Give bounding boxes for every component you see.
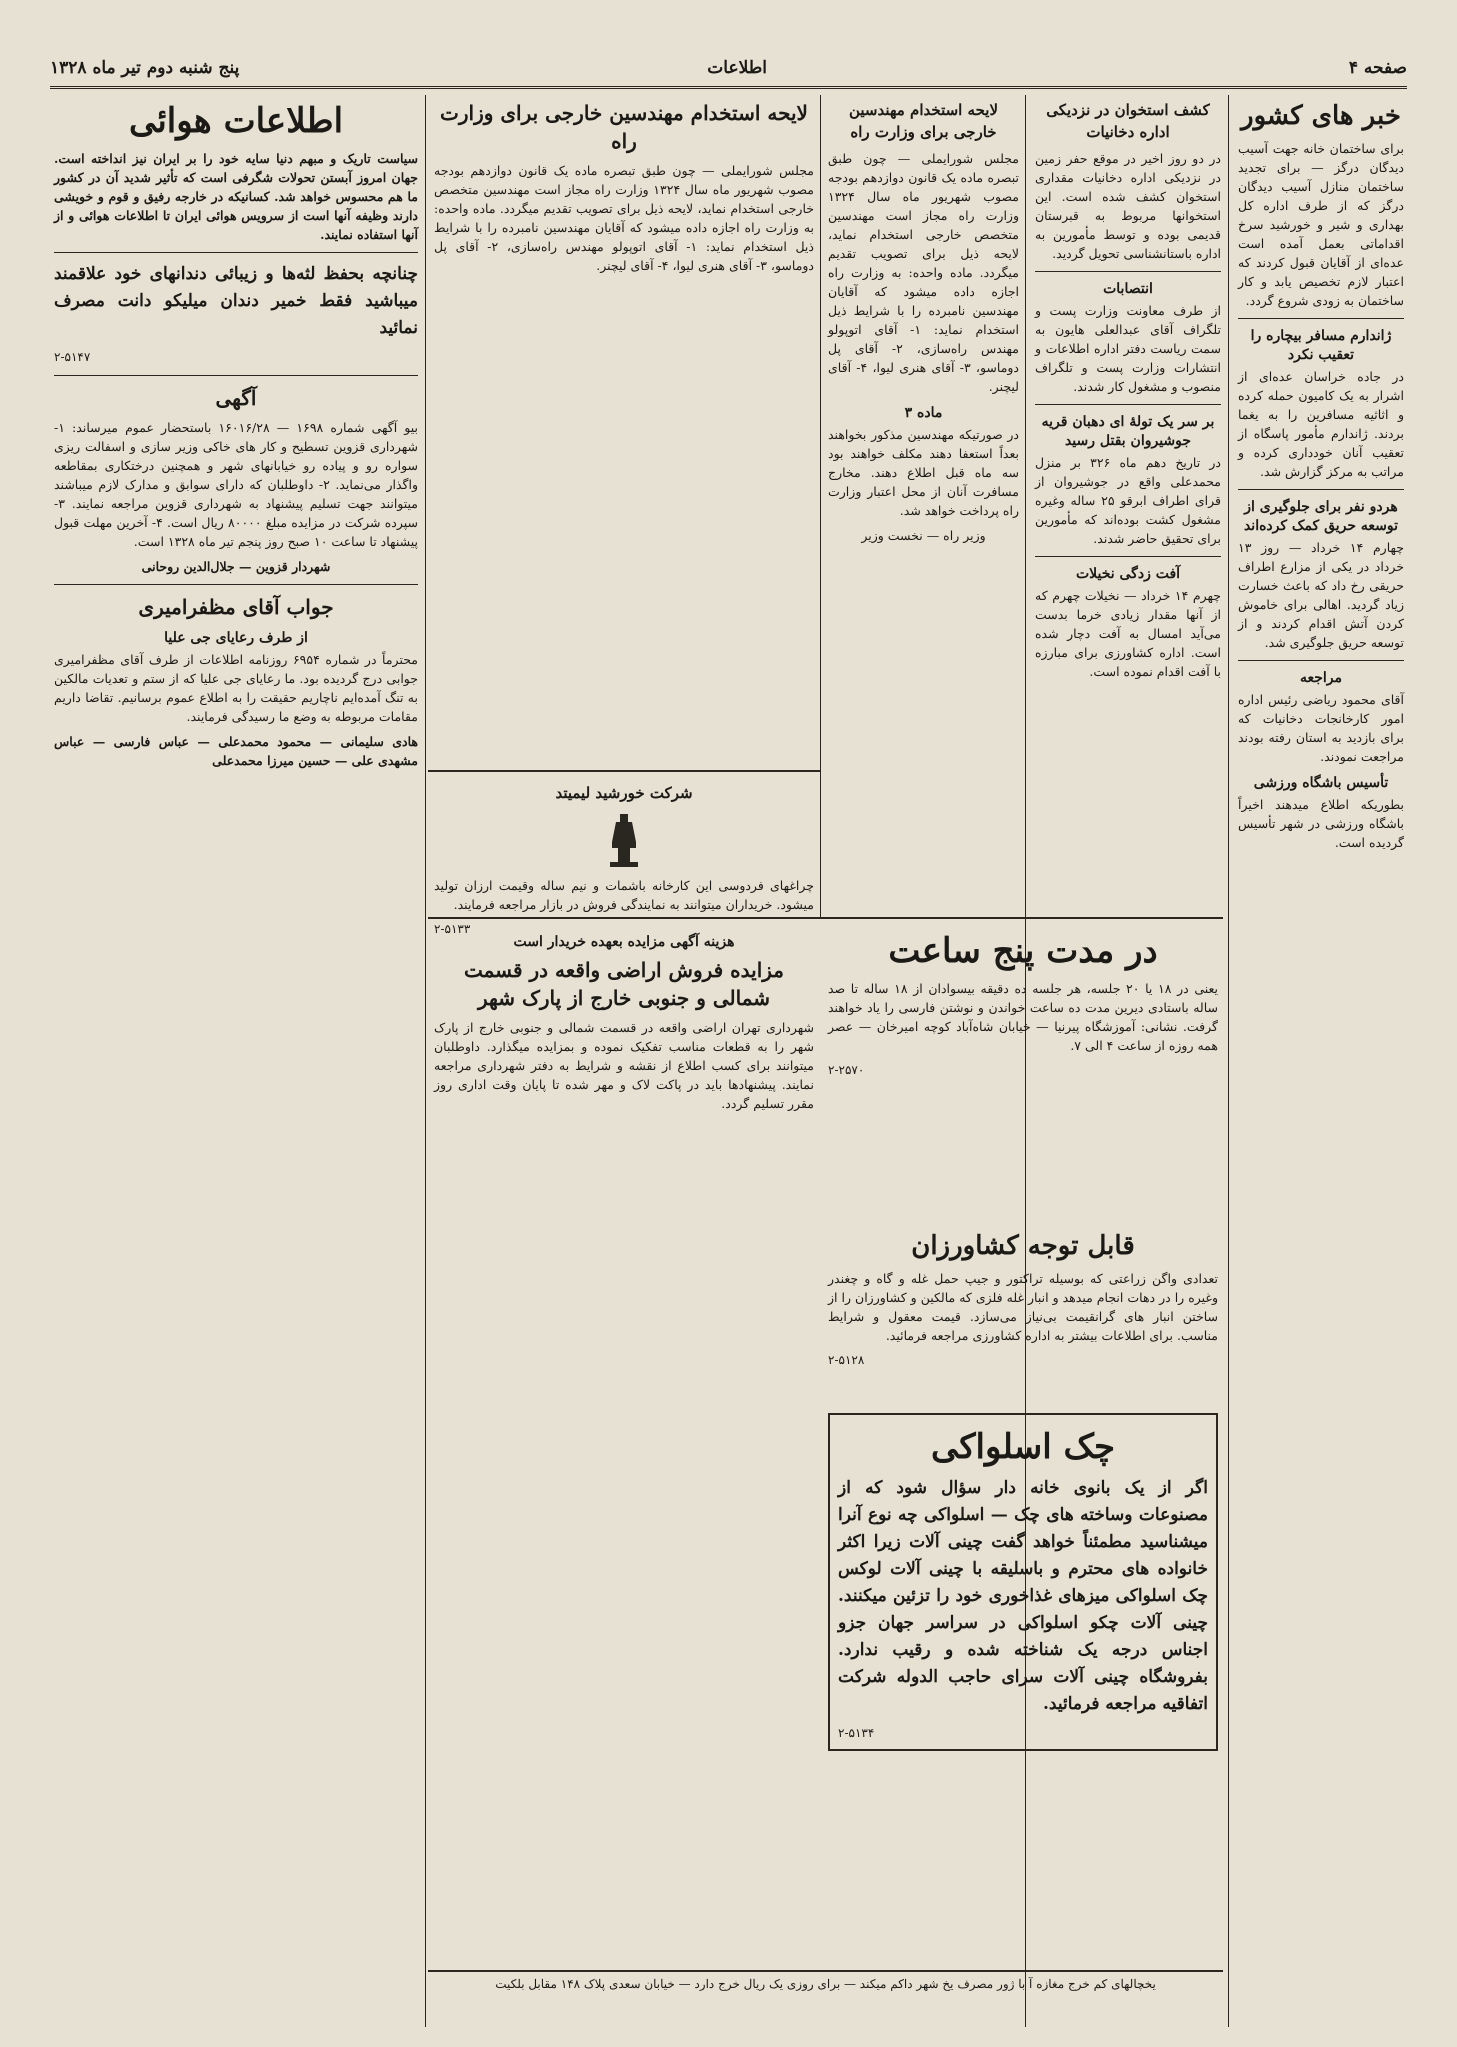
article-text: چهرم ۱۴ خرداد — نخیلات چهرم که از آنها مقدار زیادی خرما بدست می‌آید امسال به آفت دچار شده است. اداره کشاورزی برای مبارزه با آفت اقدام نموده است. — [1035, 588, 1221, 679]
headline: لایحه استخدام مهندسین خارجی برای وزارت راه — [848, 101, 999, 141]
ad-text: یعنی در ۱۸ یا ۲۰ جلسه، هر جلسه ده دقیقه بیسوادان از ۱۸ ساله تا صد ساله باستادی دیرین مدت ده ساعت خواندن و نوشتن فارسی را یاد خواهند گرفت. نشانی: آموزشگاه پیرنیا — خیابان شاه‌آباد کوچه امیرخان — عصر همه روزه از ساعت ۴ الی ۷. — [828, 981, 1219, 1053]
subheadline: انتصابات — [1103, 281, 1153, 297]
article-text: چهارم ۱۴ خرداد — روز ۱۳ خرداد در یکی از مزارع اطراف حریقی رخ داد که باعث خسارت زیاد گردید. اهالی برای خاموش کردن آتش اقدام کردند و از توسعه حریق جلوگیری شد. — [1238, 540, 1405, 650]
ad-text: تعدادی واگن زراعتی که بوسیله تراکتور و جیپ حمل غله و گاه و چغندر وغیره را در دهات انجام میدهد و انبار غله فلزی که مالکین و کشاورزان را از ساختن انبار های گرانقیمت بی‌نیاز می‌سازد. قیمت معقول و شرایط مناسب. برای اطلاعات بیشتر به اداره کشاورزی مراجعه فرمائید. — [828, 1271, 1218, 1343]
column-rule — [820, 95, 821, 917]
column-rule — [1228, 95, 1229, 2027]
issue-date: پنج شنبه دوم تیر ماه ۱۳۲۸ — [50, 58, 240, 78]
column-rule — [425, 95, 426, 2027]
auction-notice — [428, 925, 820, 1967]
notice-title: آگهی — [215, 386, 257, 410]
brand-name: شرکت خورشید لیمیتد — [555, 784, 693, 802]
subheadline: بر سر یک تولهٔ ای دهبان قریه جوشیروان بقتل رسید — [1041, 414, 1215, 449]
headline: لایحه استخدام مهندسین خارجی برای وزارت راه — [440, 101, 808, 153]
article-text: آقای محمود ریاضی رئیس اداره امور کارخانجات دخانیات که برای بازدید به استان رفته بودند مراجعت نمودند. — [1238, 692, 1404, 764]
article-text: در صورتیکه مهندسین مذکور بخواهند بعداً استعفا دهند مکلف خواهند بود سه ماه قبل اطلاع دهند. مخارج مسافرت آنان از محل اعتبار وزارت راه پرداخت خواهد شد. — [828, 427, 1019, 518]
subheadline: مراجعه — [1299, 670, 1343, 686]
ad-czechoslovak — [822, 1405, 1224, 1967]
section-rule — [428, 1970, 1223, 1972]
ad-code: ۲-۵۱۳۳ — [434, 922, 471, 936]
subheadline: تأسیس باشگاه ورزشی — [1253, 775, 1389, 791]
article-text: سیاست تاریک و مبهم دنیا سایه خود را بر ایران نیز انداخته است. جهان امروز آبستن تحولات شگرفی است که تأثیر شدید آن در کشور ما هم محسوس خواهد شد. کسانیکه در خارجه رفیق و قوم و خویشی دارند وظیفه آنها است از سرویس هوائی ایران تا اطلاعات هوائی و از آنها استفاده نمایند. — [54, 151, 418, 242]
reply-signatures: هادی سلیمانی — محمود محمدعلی — عباس فارسی — عباس مشهدی علی — حسین میرزا محمدعلی — [54, 734, 418, 768]
column-engineers-bill-cont — [428, 95, 820, 767]
ad-text: چراغهای فردوسی این کارخانه باشمات و نیم ساله وقیمت ارزان تولید میشود. خریداران میتوانند به نمایندگی فروش در بازار مراجعه فرمایند. — [434, 878, 814, 912]
notice-text: بیو آگهی شماره ۱۶۹۸ — ۱۶۰۱۶/۲۸ باستحضار عموم میرساند: ۱- شهرداری قزوین تسطیح و کار های خاکی وزیر سازی و اسفالت ریزی سواره رو و پیاده رو خیابانهای شهر و همچنین درختکاری بمقاطعه واگذار می‌نماید. ۲- داوطلبان که دارای سوابق و مدارک لازم میباشند میتوانند جهت تسلیم پیشنهاد به شهرداری قزوین مراجعه نمایند. ۳- سپرده شرکت در مزایده مبلغ ۸۰۰۰۰ ریال است. ۴- آخرین مهلت قبول پیشنهاد تا ساعت ۱۰ صبح روز پنجم تیر ماه ۱۳۲۸ است. — [54, 420, 418, 549]
subheadline: آفت زدگی نخیلات — [1075, 566, 1181, 582]
ad-code: ۲-۲۵۷۰ — [828, 1063, 865, 1077]
ad-code: ۲-۵۱۴۷ — [54, 350, 91, 364]
footer-ad — [428, 1975, 1223, 2037]
headline: اطلاعات هوائی — [128, 101, 344, 141]
column-air-info — [48, 95, 424, 2027]
article-text: مجلس شورایملی — چون طبق تبصره ماده یک قانون دوازدهم بودجه مصوب شهریور ماه سال ۱۳۲۴ وزارت راه مجاز است مهندسین متخصص خارجی استخدام نماید، لایحه ذیل برای تصویب تقدیم میگردد. ماده واحده: به وزارت راه اجازه داده میشود که آقایان مهندسین نامبرده را با شرایط ذیل استخدام نماید: ۱- آقای اتوپولو مهندس راه‌سازی، ۲- آقای پل دوماسو، ۳- آقای هنری لیوا، ۴- آقای لیچنر. — [828, 151, 1020, 394]
ad-title: چک اسلواکی — [930, 1427, 1115, 1467]
article-text: بطوریکه اطلاع میدهند اخیراً باشگاه ورزشی در شهر تأسیس گردیده است. — [1238, 797, 1404, 850]
reply-text: محترماً در شماره ۶۹۵۴ روزنامه اطلاعات از طرف آقای مظفرامیری جوابی درج گردیده بود. ما رعایای جی علیا که از ستم و تعدیات مالکین به تنگ آمده‌ایم ناچاریم حقیقت را به اطلاع عموم برسانیم. تقاضا داریم مقامات مربوطه به وضع ما رسیدگی فرمایند. — [54, 652, 418, 724]
article-text: مجلس شورایملی — چون طبق تبصره ماده یک قانون دوازدهم بودجه مصوب شهریور ماه سال ۱۳۲۴ وزارت راه مجاز است مهندسین متخصص خارجی استخدام نماید، لایحه ذیل برای تصویب تقدیم میگردد. ماده واحده: به وزارت راه اجازه داده میشود که آقایان مهندسین نامبرده را با شرایط ذیل استخدام نماید: ۱- آقای اتوپولو مهندس راه‌سازی، ۲- آقای پل دوماسو، ۳- آقای هنری لیوا، ۴- آقای لیچنر. — [434, 163, 814, 273]
reply-title: جواب آقای مظفرامیری — [138, 595, 334, 619]
auction-lead: هزینه آگهی مزایده بعهده خریدار است — [513, 934, 735, 950]
lamp-icon — [604, 810, 644, 870]
page-number: صفحه ۴ — [1348, 58, 1407, 78]
ad-code: ۲-۵۱۳۴ — [838, 1726, 875, 1740]
signature: وزیر راه — نخست وزیر — [861, 528, 986, 543]
toothpaste-ad: چنانچه بحفظ لثه‌ها و زیبائی دندانهای خود علاقمند میباشید فقط خمیر دندان میلیکو دانت مصرف نمائید — [54, 264, 418, 338]
ad-text: اگر از یک بانوی خانه دار سؤال شود که از مصنوعات وساخته های چک — اسلواکی چه نوع آنرا میشناسید مطمئناً خواهد گفت چینی آلات زیرا اکثر خانواده های محترم و باسلیقه با چینی آلات لوکس چک اسلواکی میزهای غذاخوری خود را تزئین میکنند. چینی آلات چکو اسلواکی در سراسر جهان جزو اجناس درجه یک شناخته شده و رقیب ندارد. بفروشگاه چینی آلات سرای حاجب الدوله شرکت اتفاقیه مراجعه فرمائید. — [838, 1478, 1208, 1714]
article-text: از طرف معاونت وزارت پست و تلگراف آقای عبدالعلی هایون به سمت ریاست دفتر اداره اطلاعات و انتشارات وزارت پست و تلگراف منصوب و مشغول کار شدند. — [1035, 303, 1221, 394]
notice-signature: شهردار قزوین — جلال‌الدین روحانی — [141, 559, 331, 574]
masthead — [50, 52, 1407, 89]
section-rule — [428, 917, 1223, 919]
subheadline: هردو نفر برای جلوگیری از توسعه حریق کمک کرده‌اند — [1243, 499, 1399, 534]
ad-code: ۲-۵۱۲۸ — [828, 1353, 865, 1367]
ad-title: قابل توجه کشاورزان — [911, 1231, 1135, 1261]
headline: کشف استخوان در نزدیکی اداره دخانیات — [1046, 101, 1210, 141]
headline: خبر های کشور — [1241, 101, 1401, 131]
ad-five-hours — [822, 925, 1224, 1217]
article-text: در جاده خراسان عده‌ای از اشرار به یک کامیون حمله کرده و اثاثیه مسافرین را به یغما بردند. ژاندارم مأمور پاسگاه از تعقیب آنان خودداری کرده و مراتب به مرکز گزارش شد. — [1238, 369, 1404, 479]
article-text: در دو روز اخیر در موقع حفر زمین در نزدیکی اداره دخانیات مقداری استخوان کشف شده است. این استخوانها مربوط به قبرستان قدیمی بوده و توسط مأمورین به اداره باستانشناسی تحویل گردید. — [1035, 151, 1221, 261]
footer-text: یخچالهای کم خرج مغازه آ با ژور مصرف یخ شهر داکم میکند — برای روزی یک ریال خرج دارد — خیابان سعدی پلاک ۱۴۸ مقابل بلکیت — [495, 1977, 1156, 1991]
article-text: در تاریخ دهم ماه ۳۲۶ بر منزل محمدعلی واقع در جوشیروان از قرای اطراف ابرقو ۲۵ ساله وغیره مشغول کشت بوده‌اند که مأمورین برای تحقیق حاضر شدند. — [1035, 455, 1221, 546]
paper-name: اطلاعات — [707, 58, 767, 78]
ad-title: در مدت پنج ساعت — [888, 931, 1158, 971]
lamp-ad — [428, 778, 820, 936]
column-discovery — [1029, 95, 1227, 912]
subheadline: ماده ۳ — [904, 405, 943, 421]
subheadline: ژاندارم مسافر بیچاره را تعقیب نکرد — [1250, 328, 1392, 363]
article-text: برای ساختمان خانه جهت آسیب دیدگان درگز — برای تجدید ساختمان منازل آسیب دیدگان درگز که از طرف اداره کل بهداری و شیر و خورشید سرخ اقداماتی بعمل آمده است عده‌ای از آقایان قبول کردند که اعتبار لازم تخصیص یابد و کار ساختمان به زودی شروع گردد. — [1238, 141, 1404, 308]
ad-farmers — [822, 1225, 1224, 1397]
reply-subtitle: از طرف رعایای جی علیا — [164, 630, 308, 646]
section-rule — [428, 770, 820, 772]
auction-text: شهرداری تهران اراضی واقعه در قسمت شمالی و جنوبی خارج از پارک شهر را به قطعات مناسب تفکیک نموده و بمزایده میگذارد. داوطلبان میتوانند برای کسب اطلاع از نقشه و شرایط به دفتر شهرداری مراجعه نمایند. پیشنهادها باید در پاکت لاک و مهر شده تا پایان وقت اداری روز مقرر تسلیم گردد. — [434, 1020, 814, 1111]
auction-title: مزایده فروش اراضی واقعه در قسمت شمالی و جنوبی خارج از پارک شهر — [463, 958, 785, 1010]
column-engineers-bill — [822, 95, 1025, 912]
column-news-country — [1232, 95, 1410, 2027]
